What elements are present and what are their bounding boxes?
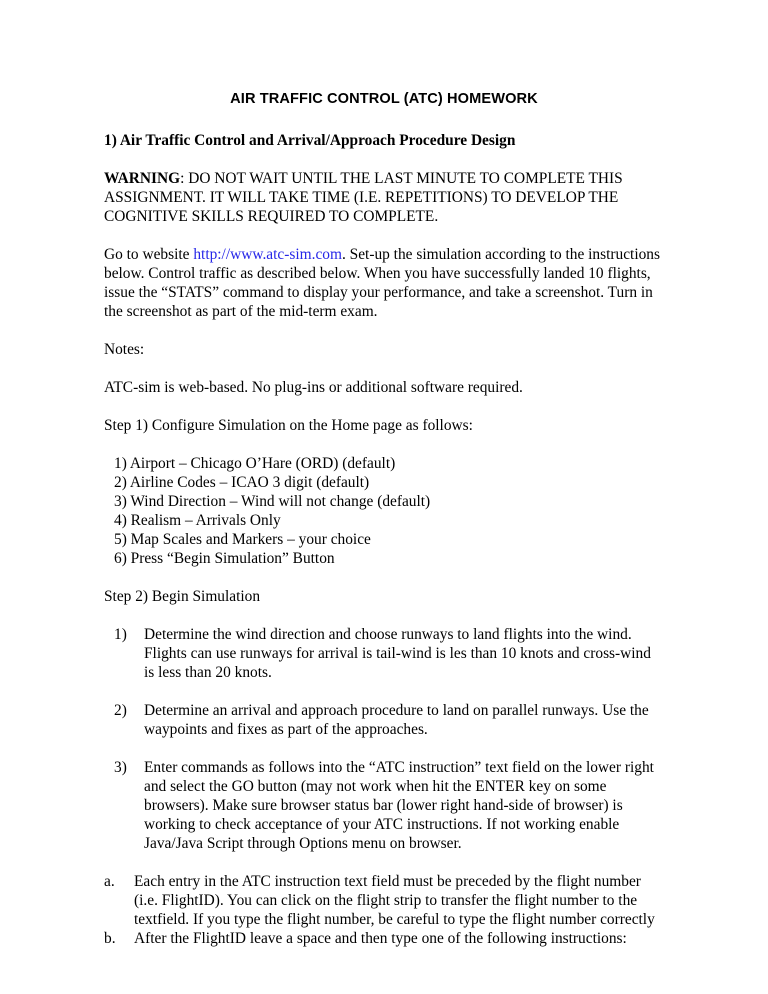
notes-text: ATC-sim is web-based. No plug-ins or additional software required. — [104, 379, 523, 396]
atc-sim-link[interactable]: http://www.atc-sim.com — [193, 246, 342, 263]
list-item: 5) Map Scales and Markers – your choice — [114, 531, 371, 548]
list-item — [114, 625, 664, 682]
step2-list — [114, 625, 664, 853]
list-number: 1) — [114, 626, 127, 643]
list-letter: b. — [104, 930, 116, 947]
intro-paragraph — [104, 245, 664, 321]
list-item-text: Determine an arrival and approach procedure to land on parallel runways. Use the waypoints and fixes as part of the approaches. — [144, 702, 649, 738]
list-number: 2) — [114, 702, 127, 719]
list-item-text: Each entry in the ATC instruction text field must be preceded by the flight number (i.e. FlightID). You can click on the flight strip to transfer the flight number to the textfield. If you type the flight number, be careful to type the flight number correctly — [134, 873, 655, 928]
list-item: 3) Wind Direction – Wind will not change (default) — [114, 493, 431, 510]
step2-heading: Step 2) Begin Simulation — [104, 588, 261, 605]
list-item — [114, 758, 664, 853]
step1-heading: Step 1) Configure Simulation on the Home page as follows: — [104, 417, 473, 434]
list-item-text: Determine the wind direction and choose runways to land flights into the wind. Flights can use runways for arrival is tail-wind is les than 10 knots and cross-wind is less than 20 knots. — [144, 626, 651, 681]
list-item: 2) Airline Codes – ICAO 3 digit (default) — [114, 474, 370, 491]
list-item: 1) Airport – Chicago O’Hare (ORD) (default) — [114, 455, 396, 472]
list-item: 6) Press “Begin Simulation” Button — [114, 550, 335, 567]
list-item — [104, 929, 664, 948]
list-item-text: After the FlightID leave a space and then type one of the following instructions: — [134, 930, 627, 947]
notes-label: Notes: — [104, 341, 145, 358]
step1-config-list — [114, 454, 674, 568]
list-item — [104, 872, 664, 929]
warning-label: WARNING — [104, 170, 181, 187]
list-item: 4) Realism – Arrivals Only — [114, 512, 281, 529]
warning-text: : DO NOT WAIT UNTIL THE LAST MINUTE TO COMPLETE THIS ASSIGNMENT. IT WILL TAKE TIME (I.E. REPETITIONS) TO DEVELOP THE COGNITIVE SKILLS REQUIRED TO COMPLETE. — [104, 170, 623, 225]
list-item-text: Enter commands as follows into the “ATC instruction” text field on the lower right and select the GO button (may not work when hit the ENTER key on some browsers). Make sure browser status bar (lower right hand-side of browser) is working to check acceptance of your ATC instructions. If not working enable Java/Java Script through Options menu on browser. — [144, 759, 654, 852]
list-item — [114, 701, 664, 739]
list-letter: a. — [104, 873, 115, 890]
warning-paragraph — [104, 169, 664, 226]
intro-text-end: . Set-up the simulation according to the instructions below. Control traffic as described below. When you have successfully landed 10 flights, issue the “STATS” command to display your performance, and take a screenshot. Turn in the screenshot as part of the mid-term exam. — [104, 246, 660, 320]
intro-text-start: Go to website — [104, 246, 194, 263]
step2-sub-list — [104, 872, 664, 948]
document-title: AIR TRAFFIC CONTROL (ATC) HOMEWORK — [230, 91, 538, 107]
section-heading: 1) Air Traffic Control and Arrival/Approach Procedure Design — [104, 132, 516, 149]
list-number: 3) — [114, 759, 127, 776]
